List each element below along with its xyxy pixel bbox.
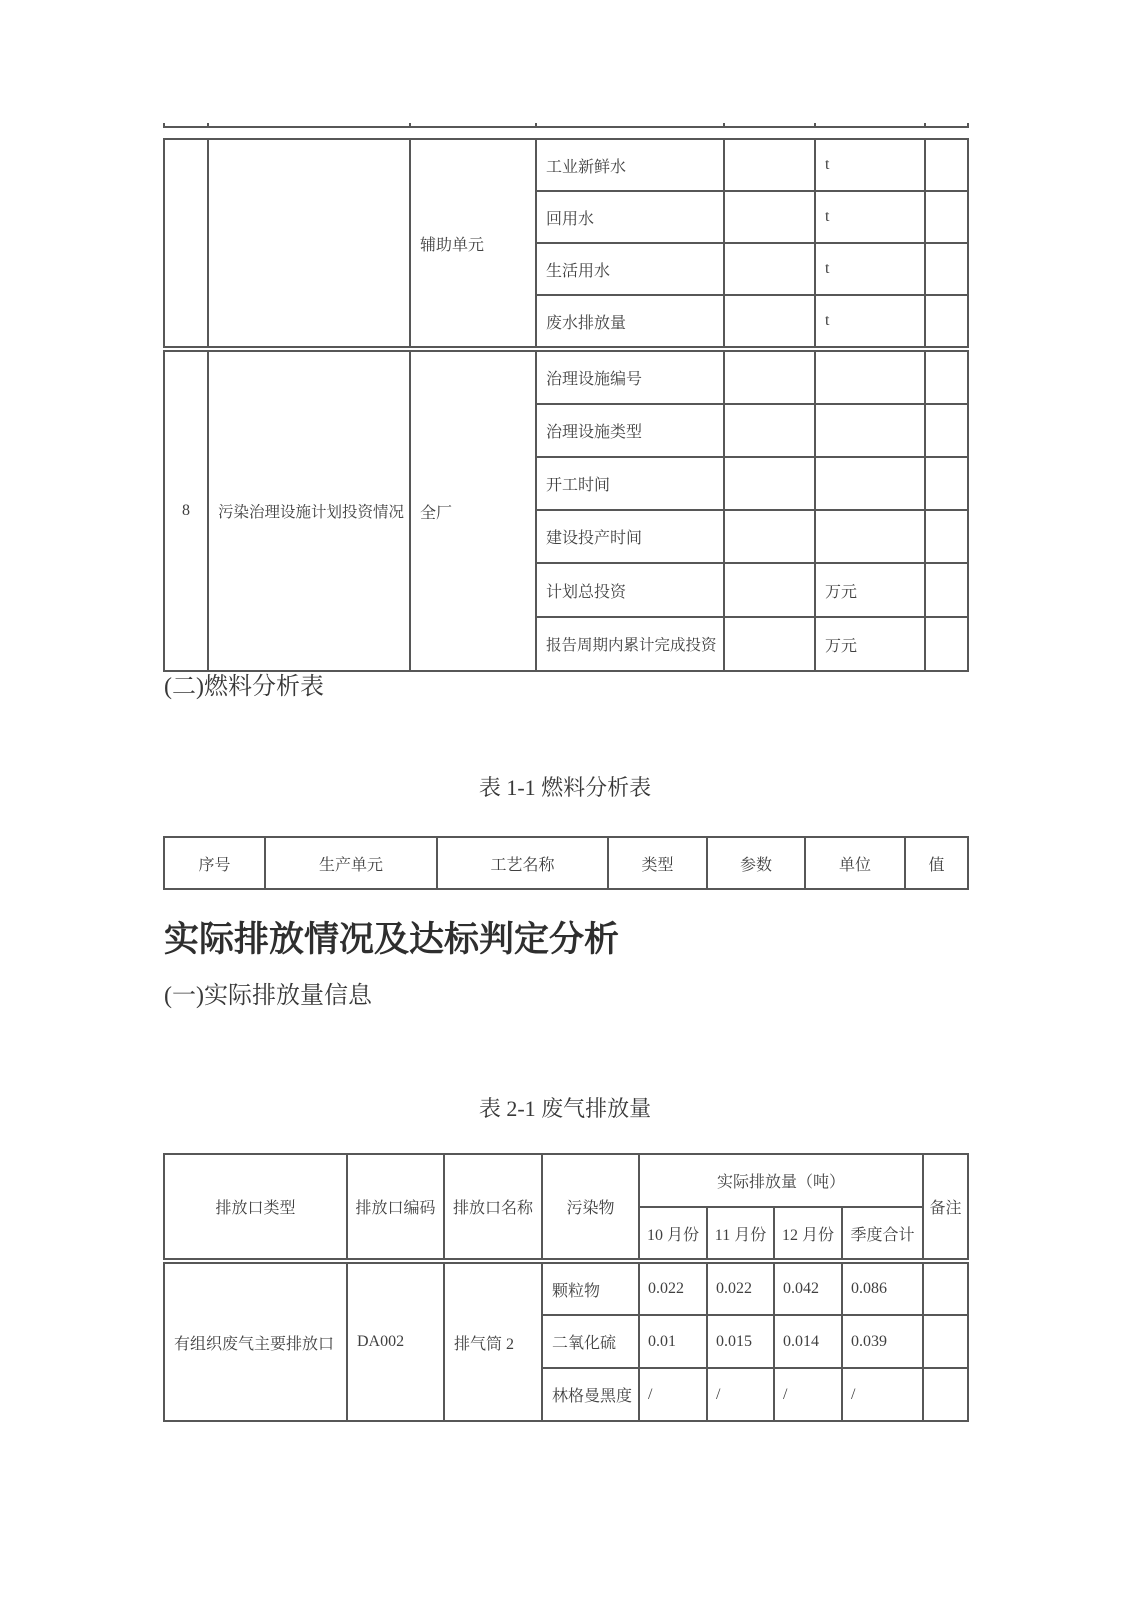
value-cell (724, 139, 815, 191)
value-dec-cell: 0.014 (774, 1315, 842, 1368)
outlet-code-cell: DA002 (347, 1263, 444, 1421)
value-total-cell: 0.039 (842, 1315, 923, 1368)
value-nov-cell: 0.015 (707, 1315, 774, 1368)
param-cell: 开工时间 (536, 457, 724, 510)
param-cell: 工业新鲜水 (536, 139, 724, 191)
unit-cell (815, 510, 925, 563)
param-cell: 报告周期内累计完成投资 (536, 617, 724, 671)
section-heading-actual-emission: (一)实际排放量信息 (164, 983, 372, 1009)
note-cell (923, 1263, 968, 1315)
header-pollutant: 污染物 (542, 1154, 639, 1259)
fuel-analysis-table (163, 836, 969, 890)
note-cell (925, 510, 968, 563)
value-cell (724, 191, 815, 243)
param-cell: 生活用水 (536, 243, 724, 295)
unit-cell (815, 457, 925, 510)
note-cell (925, 191, 968, 243)
section-heading-fuel-analysis: (二)燃料分析表 (164, 674, 324, 700)
header-note: 备注 (923, 1154, 968, 1259)
note-cell (925, 243, 968, 295)
header-month-nov: 11 月份 (707, 1207, 774, 1259)
emission-table-body (163, 1262, 969, 1422)
unit-group-cell: 全厂 (410, 351, 536, 671)
value-cell (724, 295, 815, 347)
pollutant-cell: 二氧化硫 (542, 1315, 639, 1368)
value-cell (724, 457, 815, 510)
index-cell: 8 (164, 351, 208, 671)
value-oct-cell: / (639, 1368, 707, 1421)
header-cell: 值 (905, 837, 968, 889)
unit-cell: t (815, 191, 925, 243)
unit-cell: t (815, 295, 925, 347)
value-total-cell: / (842, 1368, 923, 1421)
param-cell: 废水排放量 (536, 295, 724, 347)
unit-cell: 万元 (815, 617, 925, 671)
note-cell (925, 351, 968, 404)
item-cell: 污染治理设施计划投资情况 (208, 351, 410, 671)
table2-caption: 表 2-1 废气排放量 (478, 1096, 652, 1121)
emission-table-header (163, 1153, 969, 1260)
value-cell (724, 563, 815, 617)
unit-cell: t (815, 243, 925, 295)
value-total-cell: 0.086 (842, 1263, 923, 1315)
pollutant-cell: 林格曼黑度 (542, 1368, 639, 1421)
header-cell: 类型 (608, 837, 707, 889)
header-outlet-type: 排放口类型 (164, 1154, 347, 1259)
note-cell (925, 404, 968, 457)
param-cell: 回用水 (536, 191, 724, 243)
header-outlet-code: 排放口编码 (347, 1154, 444, 1259)
table1-caption: 表 1-1 燃料分析表 (478, 775, 652, 800)
value-dec-cell: 0.042 (774, 1263, 842, 1315)
value-cell (724, 243, 815, 295)
value-dec-cell: / (774, 1368, 842, 1421)
header-cell: 工艺名称 (437, 837, 608, 889)
page-title: 实际排放情况及达标判定分析 (164, 920, 620, 959)
note-cell (925, 563, 968, 617)
outlet-name-cell: 排气筒 2 (444, 1263, 542, 1421)
param-cell: 计划总投资 (536, 563, 724, 617)
header-cell: 单位 (805, 837, 905, 889)
note-cell (925, 457, 968, 510)
value-oct-cell: 0.022 (639, 1263, 707, 1315)
param-cell: 治理设施编号 (536, 351, 724, 404)
index-cell (164, 139, 208, 347)
top-table-cutoff-row (163, 123, 969, 128)
value-cell (724, 351, 815, 404)
note-cell (925, 617, 968, 671)
header-outlet-name: 排放口名称 (444, 1154, 542, 1259)
note-cell (925, 295, 968, 347)
unit-group-cell: 辅助单元 (410, 139, 536, 347)
header-actual-emission-group: 实际排放量（吨） (639, 1154, 923, 1207)
value-cell (724, 617, 815, 671)
header-cell: 参数 (707, 837, 805, 889)
value-oct-cell: 0.01 (639, 1315, 707, 1368)
header-month-dec: 12 月份 (774, 1207, 842, 1259)
note-cell (925, 139, 968, 191)
header-month-oct: 10 月份 (639, 1207, 707, 1259)
value-cell (724, 404, 815, 457)
unit-cell: 万元 (815, 563, 925, 617)
note-cell (923, 1315, 968, 1368)
value-nov-cell: 0.022 (707, 1263, 774, 1315)
unit-cell (815, 404, 925, 457)
value-nov-cell: / (707, 1368, 774, 1421)
item-cell (208, 139, 410, 347)
header-cell: 序号 (164, 837, 265, 889)
unit-cell: t (815, 139, 925, 191)
param-cell: 治理设施类型 (536, 404, 724, 457)
outlet-type-cell: 有组织废气主要排放口 (164, 1263, 347, 1421)
pollutant-cell: 颗粒物 (542, 1263, 639, 1315)
top-table-investment-section (163, 350, 969, 672)
top-table-aux-section (163, 138, 969, 348)
note-cell (923, 1368, 968, 1421)
unit-cell (815, 351, 925, 404)
header-cell: 生产单元 (265, 837, 437, 889)
value-cell (724, 510, 815, 563)
param-cell: 建设投产时间 (536, 510, 724, 563)
header-quarter-total: 季度合计 (842, 1207, 923, 1259)
